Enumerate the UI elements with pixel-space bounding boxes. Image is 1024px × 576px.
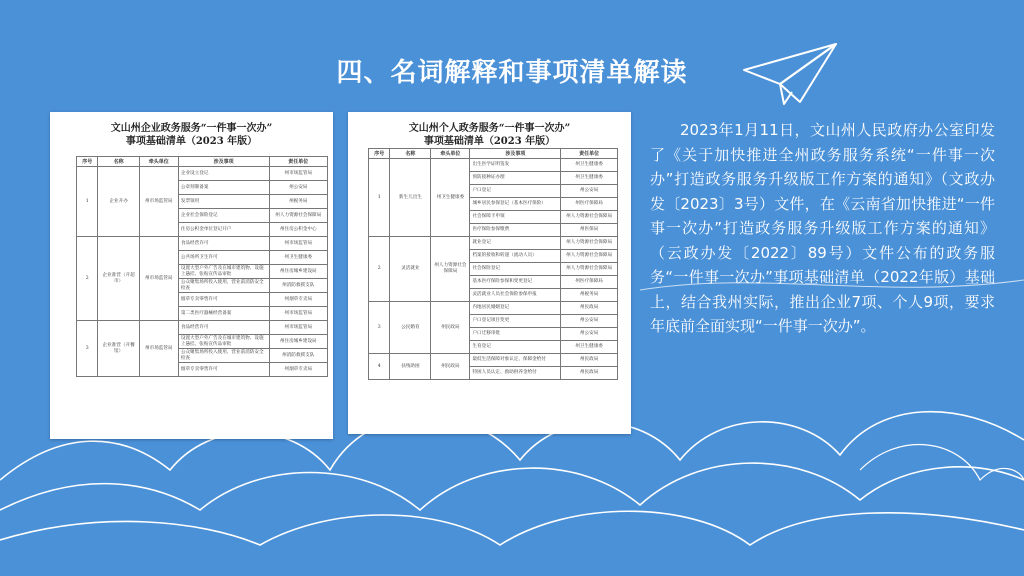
row-number: 1	[369, 159, 390, 237]
item-name: 企业准营（开餐馆）	[98, 321, 139, 377]
involved-matter: 社会保障卡申领	[470, 211, 561, 224]
responsible-unit: 州人力资源社会保障局	[269, 209, 327, 223]
responsible-unit: 州消防救援支队	[269, 349, 327, 363]
involved-matter: 公章刻制备案	[178, 181, 269, 195]
responsible-unit: 州医疗保障局	[561, 276, 618, 289]
responsible-unit: 州卫生健康委	[561, 159, 618, 172]
lead-unit: 州市场监管局	[139, 321, 178, 377]
involved-matter: 预防接种证办理	[470, 172, 561, 185]
table-header: 名称	[390, 149, 431, 159]
responsible-unit: 州税务局	[269, 195, 327, 209]
row-number: 1	[77, 167, 98, 237]
involved-matter: 第二类医疗器械经营备案	[178, 307, 269, 321]
table-row	[369, 302, 618, 315]
responsible-unit: 州市场监管局	[269, 167, 327, 181]
responsible-unit: 州人力资源社会保障局	[561, 263, 618, 276]
responsible-unit: 州卫生健康委	[269, 251, 327, 265]
involved-matter: 企业社会保险登记	[178, 209, 269, 223]
involved-matter: 基本医疗保险参保和变更登记	[470, 276, 561, 289]
responsible-unit: 州医保局	[561, 224, 618, 237]
responsible-unit: 州民政局	[561, 367, 618, 380]
paper-plane-icon	[740, 40, 840, 110]
responsible-unit: 州住房城乡建设局	[269, 265, 327, 279]
responsible-unit: 州公安局	[561, 185, 618, 198]
table-row	[369, 159, 618, 172]
row-number: 3	[77, 321, 98, 377]
lead-unit: 州卫生健康委	[431, 159, 470, 237]
involved-matter: 企业设立登记	[178, 167, 269, 181]
responsible-unit: 州消防救援支队	[269, 279, 327, 293]
responsible-unit: 州公安局	[269, 181, 327, 195]
row-number: 2	[369, 237, 390, 302]
involved-matter: 灵活就业人员社会保险参保申报	[470, 289, 561, 302]
involved-matter: 档案的接收和转递（流动人员）	[470, 250, 561, 263]
table-row	[369, 237, 618, 250]
table-header: 序号	[369, 149, 390, 159]
involved-matter: 户口登记	[470, 185, 561, 198]
responsible-unit: 州住房公积金中心	[269, 223, 327, 237]
responsible-unit: 州烟草专卖局	[269, 363, 327, 377]
involved-matter: 公众聚集场所投入使用、营业前消防安全检查	[178, 279, 269, 293]
item-name: 灵活就业	[390, 237, 431, 302]
table-header: 序号	[77, 157, 98, 167]
involved-matter: 烟草专卖零售许可	[178, 293, 269, 307]
responsible-unit: 州税务局	[561, 289, 618, 302]
responsible-unit: 州公安局	[561, 315, 618, 328]
involved-matter: 公共场所卫生许可	[178, 251, 269, 265]
responsible-unit: 州住房城乡建设局	[269, 335, 327, 349]
involved-matter: 食品经营许可	[178, 321, 269, 335]
responsible-unit: 州民政局	[561, 302, 618, 315]
item-name: 企业开办	[98, 167, 139, 237]
enterprise-checklist-table	[76, 156, 328, 377]
responsible-unit: 州人力资源社会保障局	[561, 211, 618, 224]
involved-matter: 设置大型户外广告及在城市建筑物、设施上悬挂、张贴宣传品审批	[178, 335, 269, 349]
responsible-unit: 州市场监管局	[269, 307, 327, 321]
table-row	[77, 321, 328, 335]
item-name: 新生儿出生	[390, 159, 431, 237]
item-name: 扶残助困	[390, 354, 431, 380]
involved-matter: 生育登记	[470, 341, 561, 354]
row-number: 3	[369, 302, 390, 354]
personal-checklist-document	[348, 112, 631, 434]
responsible-unit: 州民政局	[561, 354, 618, 367]
personal-checklist-title: 文山州个人政务服务“一件事一次办” 事项基础清单（2023 年版）	[408, 123, 571, 147]
item-name: 企业准营（开超市）	[98, 237, 139, 321]
responsible-unit: 州市场监管局	[269, 237, 327, 251]
involved-matter: 就业登记	[470, 237, 561, 250]
involved-matter: 内地居民婚姻登记	[470, 302, 561, 315]
involved-matter: 特困人员认定、救助供养金给付	[470, 367, 561, 380]
lead-unit: 州民政局	[431, 302, 470, 354]
lead-unit: 州人力资源社会保障局	[431, 237, 470, 302]
responsible-unit: 州市场监管局	[269, 321, 327, 335]
table-row	[77, 237, 328, 251]
responsible-unit: 州卫生健康委	[561, 341, 618, 354]
item-name: 公民婚育	[390, 302, 431, 354]
involved-matter: 发票领用	[178, 195, 269, 209]
involved-matter: 住房公积金单位登记开户	[178, 223, 269, 237]
lead-unit: 州民政局	[431, 354, 470, 380]
table-header: 涉及事项	[470, 149, 561, 159]
table-row	[369, 354, 618, 367]
table-row	[77, 167, 328, 181]
involved-matter: 食品经营许可	[178, 237, 269, 251]
involved-matter: 医疗保险参保缴费	[470, 224, 561, 237]
table-header: 涉及事项	[178, 157, 269, 167]
involved-matter: 最低生活保障对象认定、保障金给付	[470, 354, 561, 367]
row-number: 4	[369, 354, 390, 380]
responsible-unit: 州公安局	[561, 328, 618, 341]
personal-checklist-table	[368, 148, 618, 380]
page-title: 四、名词解释和事项清单解读	[336, 58, 688, 88]
involved-matter: 出生医学证明签发	[470, 159, 561, 172]
table-header: 责任单位	[561, 149, 618, 159]
involved-matter: 户口登记项目变更	[470, 315, 561, 328]
row-number: 2	[77, 237, 98, 321]
involved-matter: 城乡居民参保登记（基本医疗保险）	[470, 198, 561, 211]
enterprise-checklist-title: 文山州企业政务服务“一件事一次办” 事项基础清单（2023 年版）	[110, 123, 273, 147]
lead-unit: 州市场监管局	[139, 167, 178, 237]
responsible-unit: 州卫生健康委	[561, 172, 618, 185]
responsible-unit: 州人力资源社会保障局	[561, 250, 618, 263]
table-header: 名称	[98, 157, 139, 167]
involved-matter: 公众聚集场所投入使用、营业前消防安全检查	[178, 349, 269, 363]
lead-unit: 州市场监管局	[139, 237, 178, 321]
responsible-unit: 州人力资源社会保障局	[561, 237, 618, 250]
responsible-unit: 州医疗保障局	[561, 198, 618, 211]
body-paragraph: 2023年1月11日，文山州人民政府办公室印发了《关于加快推进全州政务服务系统“一件事一次办”打造政务服务升级版工作方案的通知》（文政办发〔2023〕3号）文件，在《云南省加快推进“一件事一次办”打造政务服务升级版工作方案的通知》（云政办发〔2022〕89号）文件公布的政务服务“一件事一次办”事项基础清单（2022年版）基础上，结合我州实际，推出企业7项、个人9项，要求年底前全面实现“一件事一次办”。	[650, 121, 995, 335]
involved-matter: 社会保险登记	[470, 263, 561, 276]
involved-matter: 烟草专卖零售许可	[178, 363, 269, 377]
table-header: 责任单位	[269, 157, 327, 167]
table-header: 牵头单位	[431, 149, 470, 159]
enterprise-checklist-document	[50, 112, 333, 439]
responsible-unit: 州烟草专卖局	[269, 293, 327, 307]
table-header: 牵头单位	[139, 157, 178, 167]
involved-matter: 设置大型户外广告及在城市建筑物、设施上悬挂、张贴宣传品审批	[178, 265, 269, 279]
involved-matter: 户口迁移审批	[470, 328, 561, 341]
